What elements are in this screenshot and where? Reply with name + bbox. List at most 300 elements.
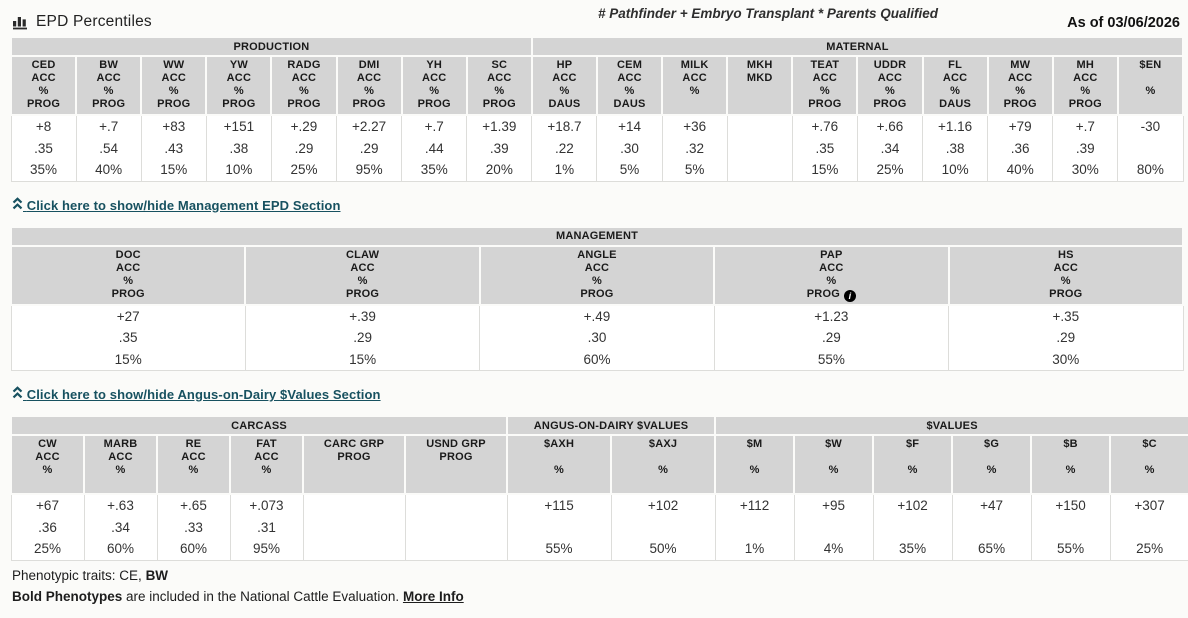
column-header-b <box>1031 435 1110 494</box>
claw-epd-cell: +.39 <box>245 305 479 327</box>
header-line <box>874 464 951 477</box>
bw-acc-cell: .54 <box>76 137 141 159</box>
pct-row <box>11 538 1188 560</box>
header-line-text: CED <box>31 59 56 71</box>
double-chevron-up-icon <box>12 386 23 402</box>
ced-epd-cell: +8 <box>11 115 76 137</box>
header-line-text: ACC <box>877 72 903 84</box>
axj-pct-cell: 50% <box>611 538 715 560</box>
cw-acc-cell: .36 <box>11 516 84 538</box>
header-line-text: PROG <box>417 98 451 110</box>
header-line <box>1054 59 1117 72</box>
header-line-text: % <box>826 274 837 287</box>
header-line <box>85 477 156 490</box>
header-line <box>953 477 1030 490</box>
header-line <box>953 464 1030 477</box>
angus-on-dairy-section-toggle[interactable] <box>12 386 381 402</box>
header-line <box>142 59 205 72</box>
acc-row <box>11 327 1183 349</box>
f-acc-cell <box>873 516 952 538</box>
header-line-text: ACC <box>1053 261 1078 274</box>
header-line <box>406 438 506 451</box>
header-line-text: CEM <box>617 59 643 71</box>
header-line <box>12 262 244 275</box>
c-acc-cell <box>1110 516 1188 538</box>
header-line <box>1111 464 1188 477</box>
header-line-text: % <box>1015 85 1026 97</box>
header-line <box>1054 72 1117 85</box>
carcgrp-acc-cell <box>303 516 405 538</box>
group-header-carcass: CARCASS <box>11 416 507 435</box>
bold-phenotypes-text: Bold Phenotypes <box>12 588 123 604</box>
axh-acc-cell <box>507 516 611 538</box>
column-header-ced <box>11 56 76 115</box>
header-line-text: % <box>103 85 114 97</box>
header-line-text: HS <box>1057 248 1074 261</box>
header-line <box>716 451 793 464</box>
header-line <box>246 275 478 288</box>
header-line <box>403 59 466 72</box>
hs-pct-cell: 30% <box>949 349 1183 371</box>
header-line <box>728 85 791 98</box>
header-line <box>468 72 531 85</box>
header-line-text: MKD <box>746 72 773 84</box>
production-table <box>10 36 1184 182</box>
column-header-claw <box>245 246 479 305</box>
column-header-angle <box>480 246 714 305</box>
header-line-text: % <box>38 85 49 97</box>
header-line <box>158 451 229 464</box>
header-line <box>1119 72 1182 85</box>
header-line-text: % <box>624 85 635 97</box>
header-line-text: ACC <box>226 72 252 84</box>
group-header-angusondairyvalues: ANGUS-ON-DAIRY $VALUES <box>507 416 715 435</box>
header-line-text: ACC <box>181 451 206 463</box>
header-line-text: % <box>42 464 53 476</box>
yh-acc-cell: .44 <box>402 137 467 159</box>
header-line-text: BW <box>99 59 119 71</box>
header-line-text: % <box>494 85 505 97</box>
hs-epd-cell: +.35 <box>949 305 1183 327</box>
header-line-text: % <box>261 464 272 476</box>
column-header-m <box>715 435 794 494</box>
header-line <box>1032 438 1109 451</box>
header-line-text: $AXJ <box>648 438 678 450</box>
management-section-toggle[interactable] <box>12 197 341 213</box>
pct-row <box>11 159 1183 181</box>
qualifier-note: # Pathfinder + Embryo Transplant * Parents Qualified <box>598 6 938 21</box>
page-title: EPD Percentiles <box>36 13 152 30</box>
header-line-text: % <box>819 85 830 97</box>
header-line-text: ACC <box>421 72 447 84</box>
header-line <box>272 59 335 72</box>
yw-acc-cell: .38 <box>206 137 271 159</box>
header-line-text: % <box>299 85 309 97</box>
header-line-text: SC <box>491 59 508 71</box>
header-line <box>1111 438 1188 451</box>
header-line-text: MILK <box>680 59 709 71</box>
header-line-text: PROG <box>337 451 371 463</box>
info-icon[interactable]: i <box>844 290 856 302</box>
header-line-text: % <box>907 464 918 476</box>
header-line-text: USND GRP <box>426 438 486 450</box>
header-line <box>207 85 270 98</box>
header-line-text: % <box>357 274 368 287</box>
header-line <box>403 85 466 98</box>
header-line <box>468 85 531 98</box>
radg-pct-cell: 25% <box>271 159 336 181</box>
marb-acc-cell: .34 <box>84 516 157 538</box>
header-line <box>508 477 610 490</box>
header-line-text: YH <box>426 59 443 71</box>
header-line <box>207 98 270 111</box>
header-line <box>12 451 83 464</box>
hs-acc-cell: .29 <box>949 327 1183 349</box>
header-line-text: DAUS <box>613 98 646 110</box>
claw-pct-cell: 15% <box>245 349 479 371</box>
header-line <box>612 438 714 451</box>
header-line-text: ACC <box>356 72 382 84</box>
header-line <box>874 477 951 490</box>
header-line <box>533 72 596 85</box>
fat-pct-cell: 95% <box>230 538 303 560</box>
header-line-text: % <box>1065 464 1076 476</box>
header-line <box>77 85 140 98</box>
cem-pct-cell: 5% <box>597 159 662 181</box>
usndgrp-pct-cell <box>405 538 507 560</box>
column-header-usndgrp <box>405 435 507 494</box>
header-line-text: ACC <box>161 72 186 84</box>
header-line <box>989 85 1052 98</box>
group-header-values: $VALUES <box>715 416 1188 435</box>
b-epd-cell: +150 <box>1031 494 1110 516</box>
fl-epd-cell: +1.16 <box>923 115 988 137</box>
yw-epd-cell: +151 <box>206 115 271 137</box>
header-line-text: % <box>115 464 126 476</box>
header-line-text: % <box>950 85 961 97</box>
bw-pct-cell: 40% <box>76 159 141 181</box>
header-line <box>406 451 506 464</box>
header-line <box>272 85 335 98</box>
header-line <box>246 262 478 275</box>
header-line <box>728 72 791 85</box>
column-header-mw <box>988 56 1053 115</box>
header-line <box>85 464 156 477</box>
header-line-text: FL <box>948 59 962 71</box>
header-line-text: PAP <box>820 248 843 261</box>
marb-pct-cell: 60% <box>84 538 157 560</box>
header-line <box>728 59 791 72</box>
w-epd-cell: +95 <box>794 494 873 516</box>
g-pct-cell: 65% <box>952 538 1031 560</box>
header-line-text: PROG <box>580 287 614 300</box>
header-line <box>12 72 75 85</box>
header-line-text: UDDR <box>873 59 907 71</box>
header-line-text: PROG <box>345 287 380 300</box>
header-line <box>481 262 713 275</box>
header-line-text: % <box>986 464 997 476</box>
re-pct-cell: 60% <box>157 538 230 560</box>
header-line-text: ACC <box>350 261 375 274</box>
phenotypic-traits-text: Phenotypic traits: CE, <box>12 567 146 583</box>
header-line-text: TEAT <box>810 59 840 71</box>
header-line <box>77 72 140 85</box>
header-line-text: % <box>554 464 565 476</box>
header-line-text: ACC <box>291 72 317 84</box>
header-line-text: % <box>1144 464 1155 476</box>
axh-epd-cell: +115 <box>507 494 611 516</box>
header-line <box>508 438 610 451</box>
column-header-f <box>873 435 952 494</box>
header-line <box>338 98 401 111</box>
header-line-text: PROG <box>352 98 386 110</box>
header-line <box>304 438 404 451</box>
header-line <box>989 98 1052 111</box>
header-line-text: $EN <box>1139 59 1162 71</box>
mh-acc-cell: .39 <box>1053 137 1118 159</box>
ww-epd-cell: +83 <box>141 115 206 137</box>
header-line <box>663 59 726 72</box>
f-pct-cell: 35% <box>873 538 952 560</box>
doc-pct-cell: 15% <box>11 349 245 371</box>
header-line <box>12 275 244 288</box>
header-line <box>858 98 921 111</box>
management-table <box>10 226 1184 372</box>
header-line <box>304 451 404 464</box>
header-line-text: ACC <box>487 72 512 84</box>
header-line-text: PROG <box>806 287 840 300</box>
header-line <box>715 288 947 301</box>
header-line <box>533 98 596 111</box>
teat-acc-cell: .35 <box>792 137 857 159</box>
g-acc-cell <box>952 516 1031 538</box>
header-line <box>406 464 506 477</box>
column-header-hs <box>949 246 1183 305</box>
dmi-pct-cell: 95% <box>337 159 402 181</box>
header-line <box>1054 85 1117 98</box>
toggle-label: Click here to show/hide Management EPD Section <box>26 197 341 213</box>
header-line <box>272 72 335 85</box>
header-line <box>950 288 1182 301</box>
header-line <box>989 59 1052 72</box>
carcgrp-pct-cell <box>303 538 405 560</box>
header-line-text: $B <box>1063 438 1078 450</box>
header-line <box>406 477 506 490</box>
header-line-text: % <box>884 85 895 97</box>
header-line <box>715 262 947 275</box>
angle-acc-cell: .30 <box>480 327 714 349</box>
more-info-link[interactable]: More Info <box>402 588 464 604</box>
header-line <box>481 288 713 301</box>
header-line <box>793 59 856 72</box>
header-line-text: PROG <box>26 98 61 110</box>
header-line <box>85 451 156 464</box>
radg-epd-cell: +.29 <box>271 115 336 137</box>
header-line-text: MW <box>1010 59 1031 71</box>
column-header-teat <box>792 56 857 115</box>
hp-epd-cell: +18.7 <box>532 115 597 137</box>
doc-acc-cell: .35 <box>11 327 245 349</box>
header-line-text: ACC <box>819 261 844 274</box>
header-line-text: RADG <box>287 59 321 71</box>
column-header-sc <box>467 56 532 115</box>
header-line <box>663 72 726 85</box>
header-line <box>468 59 531 72</box>
header-line-text: PROG <box>808 98 842 110</box>
axj-acc-cell <box>611 516 715 538</box>
management-epd-table <box>10 226 1184 372</box>
g-epd-cell: +47 <box>952 494 1031 516</box>
header-line-text: PROG <box>222 98 256 110</box>
header-line <box>158 464 229 477</box>
yw-pct-cell: 10% <box>206 159 271 181</box>
header-line <box>508 451 610 464</box>
c-pct-cell: 25% <box>1110 538 1188 560</box>
pap-acc-cell: .29 <box>714 327 948 349</box>
uddr-acc-cell: .34 <box>857 137 922 159</box>
header-line <box>795 438 872 451</box>
header-line-text: PROG <box>92 98 126 110</box>
header-line <box>950 249 1182 262</box>
header-line <box>612 477 714 490</box>
header-line-text: PROG <box>1003 98 1037 110</box>
section-title-row <box>12 13 1180 31</box>
hp-pct-cell: 1% <box>532 159 597 181</box>
header-line <box>953 451 1030 464</box>
en-pct-cell: 80% <box>1118 159 1183 181</box>
header-line <box>481 249 713 262</box>
header-line <box>12 98 75 111</box>
cw-epd-cell: +67 <box>11 494 84 516</box>
header-line-text: % <box>1145 85 1156 97</box>
fat-epd-cell: +.073 <box>230 494 303 516</box>
header-line <box>508 464 610 477</box>
header-line <box>715 249 947 262</box>
header-line <box>950 262 1182 275</box>
b-acc-cell <box>1031 516 1110 538</box>
column-header-pap <box>714 246 948 305</box>
fl-acc-cell: .38 <box>923 137 988 159</box>
header-line <box>858 72 921 85</box>
header-line-text: ACC <box>617 72 642 84</box>
header-line <box>1119 59 1182 72</box>
header-line <box>793 85 856 98</box>
milk-acc-cell: .32 <box>662 137 727 159</box>
header-line <box>403 72 466 85</box>
header-line <box>304 464 404 477</box>
group-header-production: PRODUCTION <box>11 37 532 56</box>
sc-pct-cell: 20% <box>467 159 532 181</box>
mh-epd-cell: +.7 <box>1053 115 1118 137</box>
dmi-epd-cell: +2.27 <box>337 115 402 137</box>
hp-acc-cell: .22 <box>532 137 597 159</box>
header-line-text: % <box>828 464 839 476</box>
cem-epd-cell: +14 <box>597 115 662 137</box>
header-line <box>85 438 156 451</box>
usndgrp-acc-cell <box>405 516 507 538</box>
header-line <box>598 85 661 98</box>
m-pct-cell: 1% <box>715 538 794 560</box>
header-line <box>12 288 244 301</box>
angle-pct-cell: 60% <box>480 349 714 371</box>
header-line-text: FAT <box>256 438 277 450</box>
header-line <box>231 477 302 490</box>
ww-acc-cell: .43 <box>141 137 206 159</box>
header-line <box>1054 98 1117 111</box>
header-line-text: CARC GRP <box>323 438 385 450</box>
header-line <box>231 464 302 477</box>
column-header-axj <box>611 435 715 494</box>
header-line <box>231 451 302 464</box>
header-line-text: % <box>749 464 760 476</box>
teat-epd-cell: +.76 <box>792 115 857 137</box>
phenotypic-traits-line <box>12 565 1178 586</box>
header-line <box>795 464 872 477</box>
header-line <box>612 464 714 477</box>
en-acc-cell <box>1118 137 1183 159</box>
header-line-text: $F <box>905 438 920 450</box>
group-header-maternal: MATERNAL <box>532 37 1183 56</box>
header-line-text: WW <box>163 59 185 71</box>
cw-pct-cell: 25% <box>11 538 84 560</box>
column-header-hp <box>532 56 597 115</box>
usndgrp-epd-cell <box>405 494 507 516</box>
header-line <box>716 464 793 477</box>
header-line <box>246 249 478 262</box>
column-header-uddr <box>857 56 922 115</box>
header-line-text: % <box>364 85 375 97</box>
column-header-doc <box>11 246 245 305</box>
header-line <box>950 275 1182 288</box>
header-line <box>1032 464 1109 477</box>
header-line-text: ACC <box>812 72 838 84</box>
header-line <box>142 98 205 111</box>
header-line-text: MH <box>1076 59 1095 71</box>
header-line <box>1111 477 1188 490</box>
uddr-epd-cell: +.66 <box>857 115 922 137</box>
toggle-label: Click here to show/hide Angus-on-Dairy $Values Section <box>26 387 381 402</box>
header-line-text: % <box>168 85 179 97</box>
header-line <box>663 98 726 111</box>
header-line-text: ACC <box>1007 72 1033 84</box>
header-line-text: % <box>233 85 244 97</box>
mkh-epd-cell <box>727 115 792 137</box>
acc-row <box>11 516 1188 538</box>
header-line-text: PROG <box>1049 287 1083 300</box>
column-header-mh <box>1053 56 1118 115</box>
header-line-text: PROG <box>873 98 907 110</box>
evaluation-note-text: are included in the National Cattle Evaluation. <box>122 588 403 604</box>
as-of-date: As of 03/06/2026 <box>1067 15 1180 31</box>
header-line-text: % <box>123 274 134 287</box>
header-line-text: $M <box>746 438 763 450</box>
re-acc-cell: .33 <box>157 516 230 538</box>
mkh-acc-cell <box>727 137 792 159</box>
header-line <box>1111 451 1188 464</box>
header-line-text: ACC <box>682 72 707 84</box>
header-line <box>858 85 921 98</box>
column-header-re <box>157 435 230 494</box>
header-line <box>716 438 793 451</box>
header-line <box>953 438 1030 451</box>
header-line <box>793 98 856 111</box>
header-line-text: PROG <box>287 98 321 110</box>
header-line-text: ACC <box>254 451 279 463</box>
header-line-text: % <box>188 464 199 476</box>
yh-pct-cell: 35% <box>402 159 467 181</box>
uddr-pct-cell: 25% <box>857 159 922 181</box>
fat-acc-cell: .31 <box>230 516 303 538</box>
